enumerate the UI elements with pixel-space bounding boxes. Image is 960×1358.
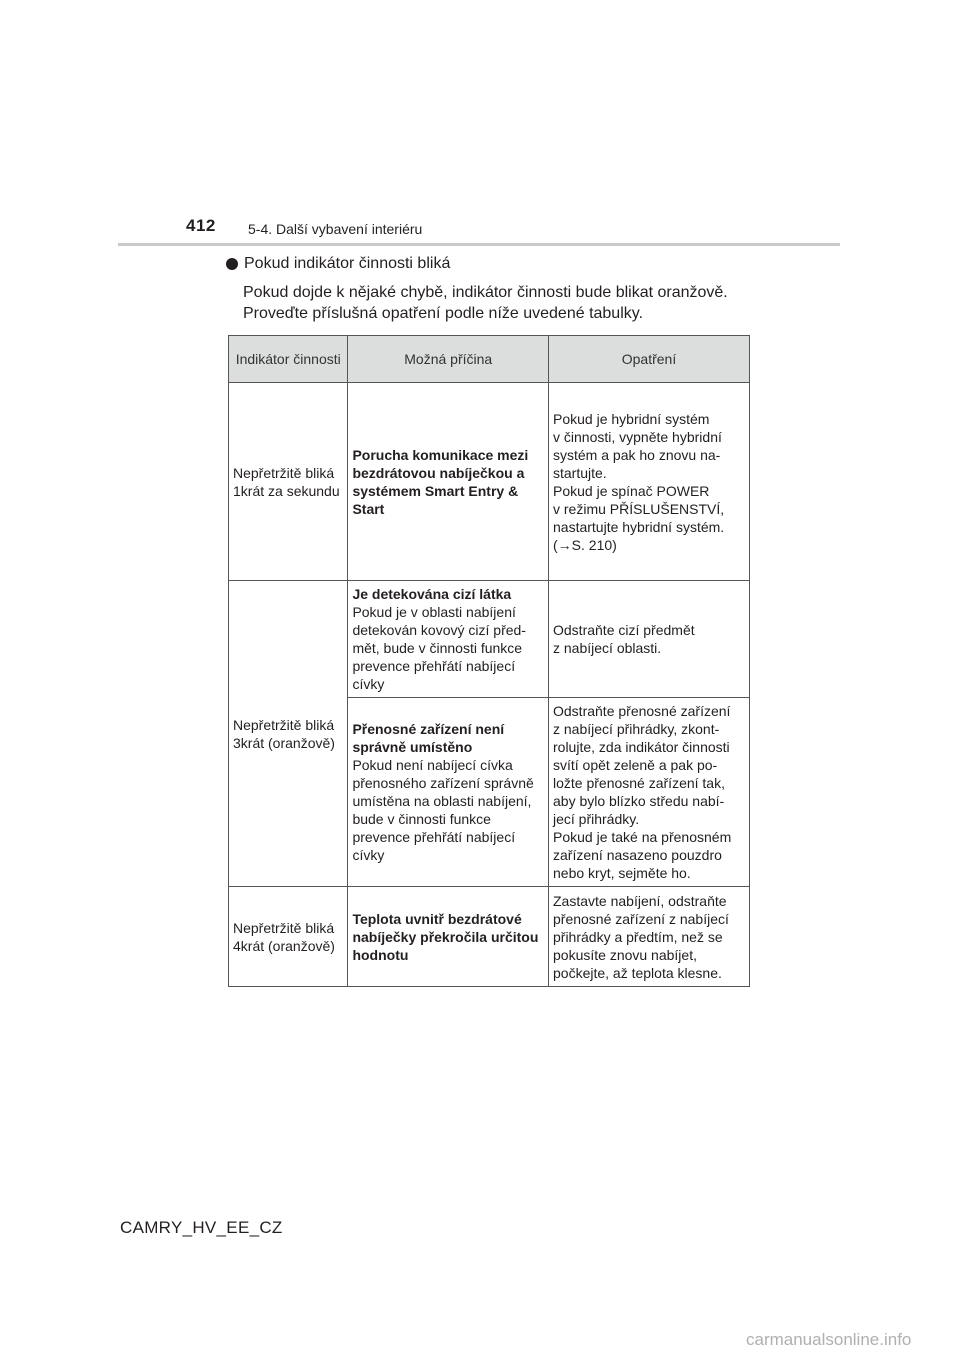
cause-text: Pokud je v oblasti nabíjení detekován kovový cizí před-mět, bude v činnosti funkce prevence přehřátí nabíjecí cívky [352,604,526,692]
action-text: Pokud je hybridní systém v činnosti, vypněte hybridní systém a pak ho znovu na-startujte. Pokud je spínač POWER v režimu PŘÍSLUŠENSTVÍ, nastartujte hybridní systém. (→S. 210) [553,410,725,553]
header-action: Opatření [549,336,750,383]
table-row [229,581,750,698]
header-cause: Možná příčina [348,336,549,383]
action-text: Odstraňte cizí předmět z nabíjecí oblasti. [553,622,695,656]
section-title: 5-4. Další vybavení interiéru [248,221,423,237]
cause-title: Porucha komunikace mezi bezdrátovou nabíječkou a systémem Smart Entry & Start [352,446,529,517]
cause-title: Přenosné zařízení není správně umístěno [352,721,505,755]
indicator-text: Nepřetržitě bliká 4krát (oranžově) [233,919,335,954]
cause-title: Teplota uvnitř bezdrátové nabíječky překročila určitou hodnotu [352,910,539,963]
cause-text: Pokud není nabíjecí cívka přenosného zařízení správně umístěna na oblasti nabíjení, bude v činnosti funkce prevence přehřátí nabíjecí cívky [352,757,534,863]
cause-cell [348,383,549,581]
indicator-text: Nepřetržitě bliká 3krát (oranžově) [233,716,335,751]
table-header-row [229,336,750,383]
bullet-heading [226,255,450,273]
table-row [229,887,750,987]
indicator-status-table [228,335,750,987]
header-divider [118,243,840,246]
page-number: 412 [186,216,216,235]
cause-cell [348,581,549,698]
indicator-cell [229,887,348,987]
indicator-cell [229,383,348,581]
table-row [229,383,750,581]
bullet-icon [226,258,238,270]
action-cell [549,383,750,581]
action-text: Odstraňte přenosné zařízení z nabíjecí přihrádky, zkont-rolujte, zda indikátor činnosti svítí opět zeleně a pak po-ložte přenosné zařízení tak, aby bylo blízko středu nabí-jecí přihrádky. Pokud je také na přenosném zařízení nasazeno pouzdro nebo kryt, sejměte ho. [553,703,732,881]
action-text: Zastavte nabíjení, odstraňte přenosné zařízení z nabíjecí přihrádky a předtím, než se pokusíte znovu nabíjet, počkejte, až teplota klesne. [553,892,729,981]
watermark: carmanualsonline.info [746,1330,912,1349]
header-indicator: Indikátor činnosti [229,336,348,383]
document-code: CAMRY_HV_EE_CZ [120,1218,283,1237]
action-cell [549,581,750,698]
bullet-heading-text: Pokud indikátor činnosti bliká [244,255,451,272]
intro-paragraph: Pokud dojde k nějaké chybě, indikátor činnosti bude blikat oranžově. Proveďte příslušná opatření podle níže uvedené tabulky. [243,284,728,322]
indicator-cell [229,581,348,887]
action-cell [549,698,750,887]
action-cell [549,887,750,987]
indicator-text: Nepřetržitě bliká 1krát za sekundu [233,464,340,499]
cause-cell [348,887,549,987]
cause-title: Je detekována cizí látka [352,586,512,602]
cause-cell [348,698,549,887]
